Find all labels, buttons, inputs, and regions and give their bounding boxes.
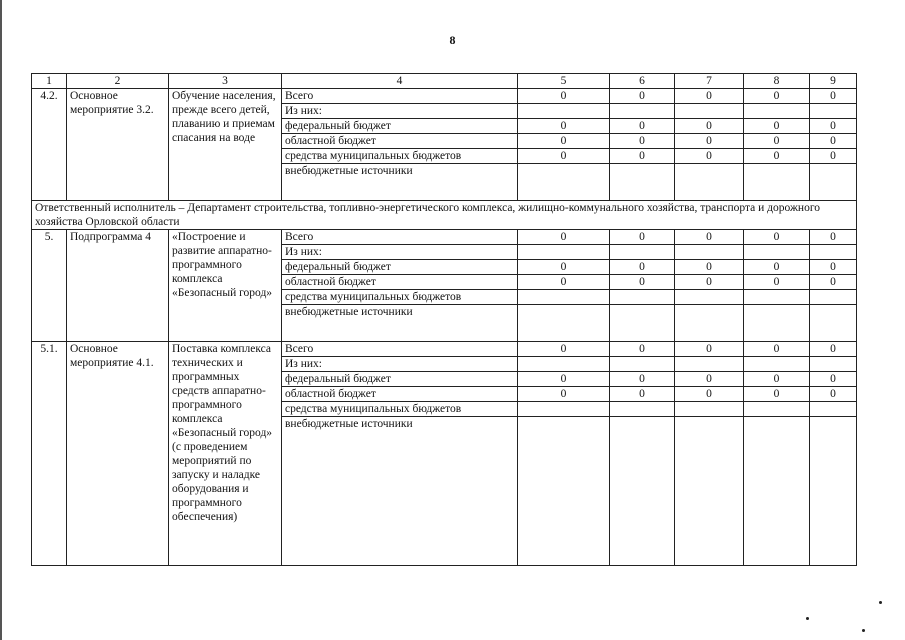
funding-source-label: федеральный бюджет (282, 119, 518, 134)
value-cell: 0 (610, 89, 675, 104)
value-cell (610, 402, 675, 417)
funding-source-label: внебюджетные источники (282, 417, 518, 566)
value-cell (810, 290, 857, 305)
value-cell (675, 402, 744, 417)
funding-source-label: областной бюджет (282, 275, 518, 290)
value-cell: 0 (675, 275, 744, 290)
value-cell: 0 (744, 119, 810, 134)
header-cell: 6 (610, 74, 675, 89)
item-number: 4.2. (32, 89, 67, 201)
funding-source-label: средства муниципальных бюджетов (282, 402, 518, 417)
value-cell (518, 164, 610, 201)
item-name: Основное мероприятие 4.1. (67, 342, 169, 566)
value-cell: 0 (610, 149, 675, 164)
value-cell: 0 (675, 342, 744, 357)
value-cell (610, 305, 675, 342)
value-cell (518, 290, 610, 305)
funding-source-label: Из них: (282, 245, 518, 260)
value-cell (744, 417, 810, 566)
budget-table (31, 73, 857, 566)
value-cell: 0 (518, 260, 610, 275)
header-cell: 4 (282, 74, 518, 89)
value-cell: 0 (744, 387, 810, 402)
header-cell: 8 (744, 74, 810, 89)
value-cell (744, 104, 810, 119)
header-cell: 7 (675, 74, 744, 89)
value-cell (810, 417, 857, 566)
value-cell (744, 245, 810, 260)
funding-source-label: внебюджетные источники (282, 305, 518, 342)
funding-source-label: Из них: (282, 357, 518, 372)
value-cell: 0 (518, 275, 610, 290)
value-cell (518, 402, 610, 417)
value-cell (675, 417, 744, 566)
value-cell: 0 (518, 342, 610, 357)
value-cell (675, 164, 744, 201)
funding-source-label: областной бюджет (282, 387, 518, 402)
value-cell: 0 (810, 149, 857, 164)
table-row (32, 230, 857, 245)
responsible-row (32, 201, 857, 230)
value-cell: 0 (675, 387, 744, 402)
value-cell (810, 104, 857, 119)
value-cell (610, 290, 675, 305)
value-cell: 0 (610, 119, 675, 134)
scan-speck (879, 601, 882, 604)
header-cell: 9 (810, 74, 857, 89)
value-cell (518, 357, 610, 372)
header-row (32, 74, 857, 89)
value-cell: 0 (744, 89, 810, 104)
item-description: «Построение и развитие аппаратно-программного комплекса «Безопасный город» (169, 230, 282, 342)
value-cell: 0 (675, 89, 744, 104)
value-cell: 0 (610, 372, 675, 387)
value-cell: 0 (744, 134, 810, 149)
value-cell: 0 (675, 149, 744, 164)
item-number: 5. (32, 230, 67, 342)
value-cell: 0 (610, 230, 675, 245)
value-cell (675, 290, 744, 305)
value-cell (518, 245, 610, 260)
value-cell (610, 357, 675, 372)
value-cell (810, 402, 857, 417)
value-cell: 0 (810, 387, 857, 402)
value-cell (810, 305, 857, 342)
value-cell (610, 164, 675, 201)
value-cell (810, 164, 857, 201)
value-cell: 0 (675, 134, 744, 149)
value-cell (610, 245, 675, 260)
table-row (32, 342, 857, 357)
value-cell: 0 (610, 387, 675, 402)
funding-source-label: федеральный бюджет (282, 372, 518, 387)
scan-edge (0, 0, 2, 640)
value-cell (675, 357, 744, 372)
value-cell: 0 (810, 230, 857, 245)
value-cell (518, 417, 610, 566)
value-cell: 0 (610, 134, 675, 149)
value-cell: 0 (675, 119, 744, 134)
value-cell: 0 (744, 342, 810, 357)
item-number: 5.1. (32, 342, 67, 566)
value-cell: 0 (810, 119, 857, 134)
funding-source-label: областной бюджет (282, 134, 518, 149)
header-cell: 5 (518, 74, 610, 89)
value-cell (675, 305, 744, 342)
value-cell: 0 (518, 134, 610, 149)
value-cell: 0 (744, 149, 810, 164)
value-cell (744, 357, 810, 372)
funding-source-label: федеральный бюджет (282, 260, 518, 275)
item-description: Обучение населения, прежде всего детей, плаванию и приемам спасания на воде (169, 89, 282, 201)
funding-source-label: Всего (282, 89, 518, 104)
value-cell (810, 357, 857, 372)
value-cell: 0 (518, 387, 610, 402)
value-cell (744, 402, 810, 417)
item-name: Подпрограмма 4 (67, 230, 169, 342)
value-cell: 0 (610, 342, 675, 357)
header-cell: 3 (169, 74, 282, 89)
value-cell: 0 (610, 275, 675, 290)
value-cell (610, 417, 675, 566)
value-cell: 0 (744, 372, 810, 387)
header-cell: 1 (32, 74, 67, 89)
table-row (32, 89, 857, 104)
value-cell: 0 (810, 134, 857, 149)
value-cell (675, 104, 744, 119)
funding-source-label: Всего (282, 342, 518, 357)
value-cell (518, 104, 610, 119)
value-cell: 0 (675, 372, 744, 387)
value-cell: 0 (810, 89, 857, 104)
scan-speck (862, 629, 865, 632)
funding-source-label: средства муниципальных бюджетов (282, 290, 518, 305)
funding-source-label: внебюджетные источники (282, 164, 518, 201)
value-cell (610, 104, 675, 119)
value-cell (675, 245, 744, 260)
value-cell: 0 (518, 149, 610, 164)
value-cell: 0 (810, 275, 857, 290)
scan-speck (806, 617, 809, 620)
value-cell: 0 (518, 119, 610, 134)
value-cell: 0 (518, 230, 610, 245)
responsible-executor: Ответственный исполнитель – Департамент строительства, топливно-энергетического комплекса, жилищно-коммунального хозяйства, транспорта и дорожного хозяйства Орловской области (32, 201, 857, 230)
value-cell: 0 (675, 260, 744, 275)
value-cell: 0 (810, 372, 857, 387)
item-name: Основное мероприятие 3.2. (67, 89, 169, 201)
value-cell: 0 (744, 260, 810, 275)
value-cell (744, 305, 810, 342)
value-cell: 0 (610, 260, 675, 275)
value-cell (518, 305, 610, 342)
funding-source-label: Всего (282, 230, 518, 245)
value-cell: 0 (744, 275, 810, 290)
value-cell: 0 (675, 230, 744, 245)
page-number: 8 (449, 33, 456, 47)
value-cell: 0 (810, 342, 857, 357)
value-cell: 0 (744, 230, 810, 245)
item-description: Поставка комплекса технических и программных средств аппаратно-программного комплекса «Безопасный город» (с проведением мероприятий по запуску и наладке оборудования и программного обеспечения) (169, 342, 282, 566)
value-cell: 0 (810, 260, 857, 275)
value-cell (810, 245, 857, 260)
funding-source-label: Из них: (282, 104, 518, 119)
value-cell (744, 290, 810, 305)
header-cell: 2 (67, 74, 169, 89)
funding-source-label: средства муниципальных бюджетов (282, 149, 518, 164)
value-cell: 0 (518, 89, 610, 104)
value-cell: 0 (518, 372, 610, 387)
value-cell (744, 164, 810, 201)
